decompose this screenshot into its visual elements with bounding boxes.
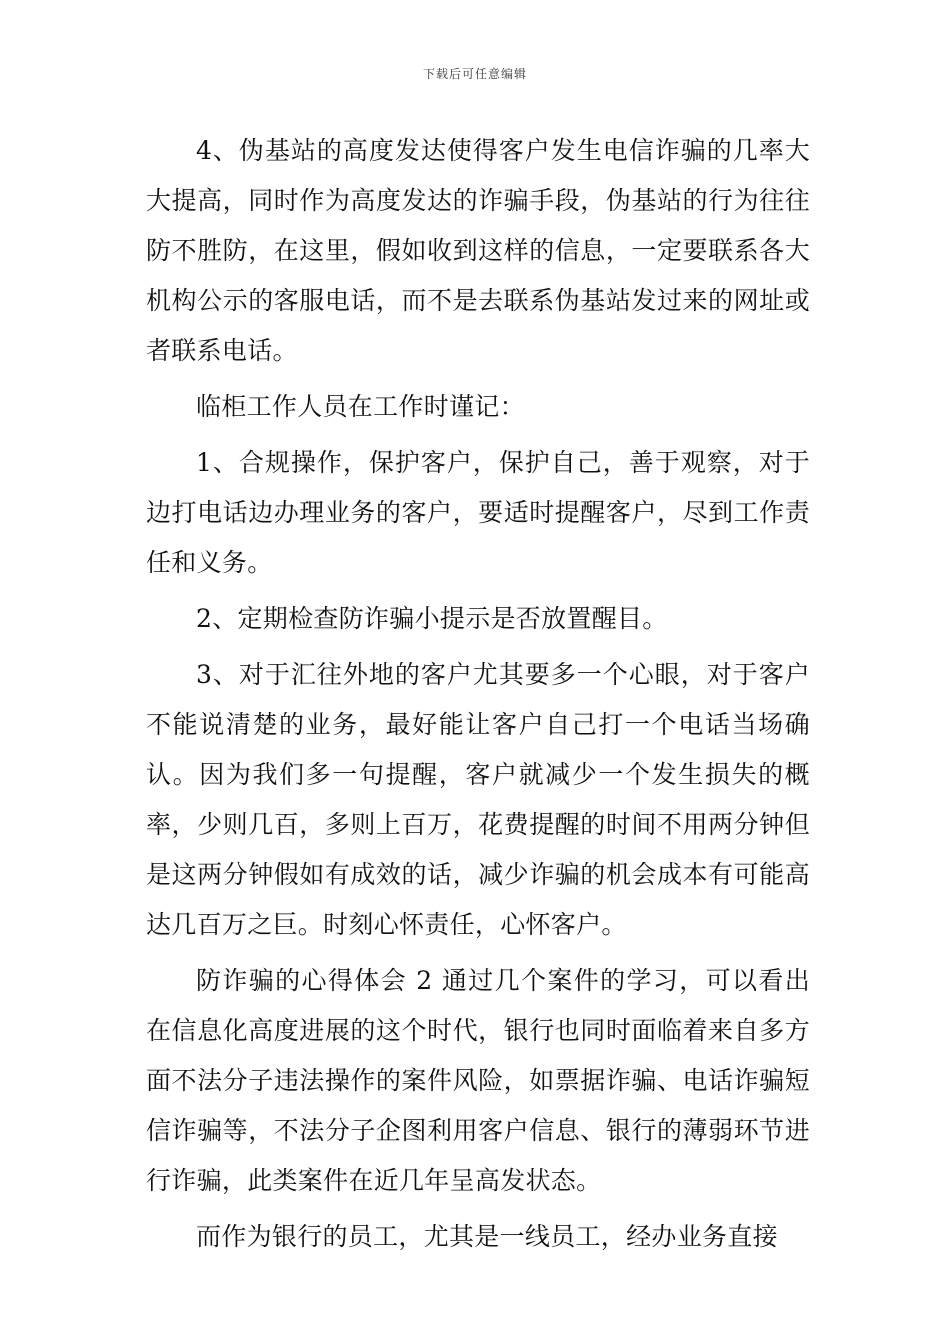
paragraph-experience-2: 防诈骗的心得体会 2 通过几个案件的学习，可以看出在信息化高度进展的这个时代，银行也同时面临着来自多方面不法分子违法操作的案件风险，如票据诈骗、电话诈骗短信诈骗等，不法分子企图利用客户信息、银行的薄弱环节进行诈骗，此类案件在近几年呈高发状态。 bbox=[146, 966, 810, 1195]
paragraph-rule-3: 3、对于汇往外地的客户尤其要多一个心眼，对于客户不能说清楚的业务，最好能让客户自己打一个电话当场确认。因为我们多一句提醒，客户就减少一个发生损失的概率，少则几百，多则上百万，花费提醒的时间不用两分钟但是这两分钟假如有成效的话，减少诈骗的机会成本有可能高达几百万之巨。时刻心怀责任，心怀客户。 bbox=[146, 660, 810, 939]
paragraph-counter-staff-heading: 临柜工作人员在工作时谨记： bbox=[196, 392, 525, 421]
paragraph-rule-2: 2、定期检查防诈骗小提示是否放置醒目。 bbox=[196, 604, 668, 633]
page-header: 下载后可任意编辑 bbox=[422, 67, 527, 81]
paragraph-rule-1: 1、合规操作，保护客户，保护自己，善于观察，对于边打电话边办理业务的客户，要适时提醒客户，尽到工作责任和义务。 bbox=[146, 448, 810, 577]
paragraph-bank-staff: 而作为银行的员工，尤其是一线员工，经办业务直接 bbox=[196, 1222, 778, 1251]
paragraph-fake-base-station: 4、伪基站的高度发达使得客户发生电信诈骗的几率大大提高，同时作为高度发达的诈骗手段，伪基站的行为往往防不胜防，在这里，假如收到这样的信息，一定要联系各大机构公示的客服电话，而不是去联系伪基站发过来的网址或者联系电话。 bbox=[146, 136, 810, 365]
document-body bbox=[146, 126, 810, 1268]
